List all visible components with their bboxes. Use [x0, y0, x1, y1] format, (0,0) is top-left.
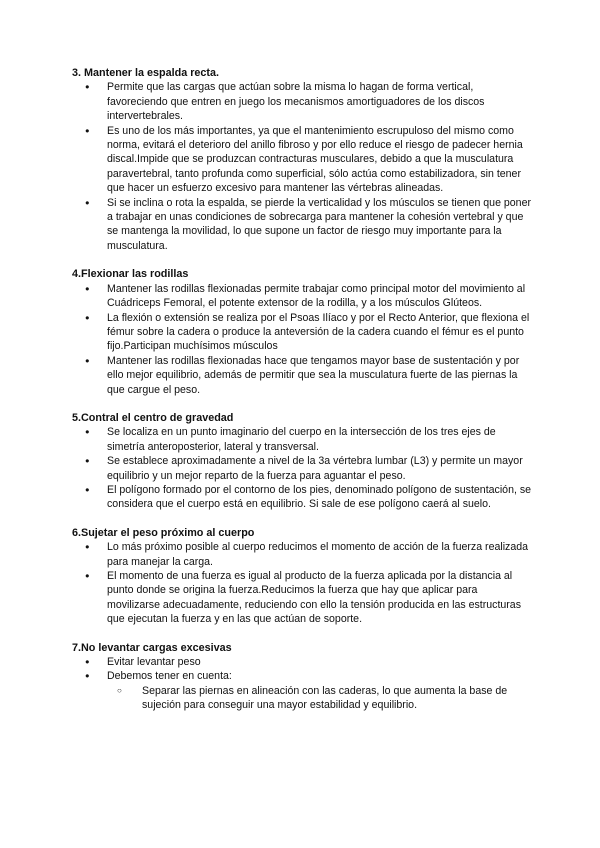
bullet-list [72, 425, 532, 511]
bullet-list [72, 80, 532, 253]
bullet-list [72, 540, 532, 626]
list-item: ● El momento de una fuerza es igual al producto de la fuerza aplicada por la distancia al punto donde se origina la fuerza.Reducimos la fuerza que hay que aplicar para movilizarse adecuadamente, reduciendo con ello la tensión producida en las estructuras que ejecutan la fuerza y en las que actúan de soporte. [72, 569, 532, 627]
sub-bullet-list [72, 684, 532, 713]
document-page [72, 66, 532, 727]
section-espalda-recta [72, 66, 532, 253]
list-item: ● Evitar levantar peso [72, 655, 532, 669]
section-peso-proximo [72, 526, 532, 627]
section-title: 4.Flexionar las rodillas [72, 268, 189, 281]
bullet-list [72, 655, 532, 684]
list-item: ● La flexión o extensión se realiza por el Psoas Ilíaco y por el Recto Anterior, que flexiona el fémur sobre la cadera o produce la anteversión de la cadera cuando el fémur es el punto fijo.Participan muchísimos músculos [72, 311, 532, 354]
section-flexionar-rodillas [72, 267, 532, 397]
list-item: ● Si se inclina o rota la espalda, se pierde la verticalidad y los músculos se tienen que poner a trabajar en unas condiciones de sobrecarga para mantener la cohesión vertebral y que se mantenga la movilidad, lo que supone un factor de riesgo muy importante para la musculatura. [72, 196, 532, 254]
list-item: ● Debemos tener en cuenta: [72, 669, 532, 683]
list-item: ● Mantener las rodillas flexionadas permite trabajar como principal motor del movimiento al Cuádriceps Femoral, el potente extensor de la rodilla, y a los músculos Glúteos. [72, 282, 532, 311]
section-title: 3. Mantener la espalda recta. [72, 67, 220, 79]
list-item: ● Mantener las rodillas flexionadas hace que tengamos mayor base de sustentación y por ello mejor equilibrio, además de permitir que sea la musculatura fuerte de las piernas la que cargue el peso. [72, 354, 532, 397]
list-item: ● Lo más próximo posible al cuerpo reducimos el momento de acción de la fuerza realizada para manejar la carga. [72, 540, 532, 569]
section-title: 5.Contral el centro de gravedad [72, 411, 234, 424]
list-item: ● Se localiza en un punto imaginario del cuerpo en la intersección de los tres ejes de simetría anteroposterior, lateral y transversal. [72, 425, 532, 454]
section-centro-gravedad [72, 411, 532, 512]
list-item: ● El polígono formado por el contorno de los pies, denominado polígono de sustentación, se considera que el cuerpo está en equilibrio. Si sale de ese polígono caerá al suelo. [72, 483, 532, 512]
list-item: ● Permite que las cargas que actúan sobre la misma lo hagan de forma vertical, favoreciendo que entren en juego los mecanismos amortiguadores de los discos intervertebrales. [72, 80, 532, 123]
sub-list-item: ○ Separar las piernas en alineación con las caderas, lo que aumenta la base de sujeción para conseguir una mayor estabilidad y equilibrio. [72, 684, 532, 713]
section-title: 7.No levantar cargas excesivas [72, 641, 232, 654]
section-cargas-excesivas [72, 641, 532, 713]
section-title: 6.Sujetar el peso próximo al cuerpo [72, 526, 255, 539]
list-item: ● Es uno de los más importantes, ya que el mantenimiento escrupuloso del mismo como norma, evitará el deterioro del anillo fibroso y por ello reduce el riesgo de padecer hernia discal.Impide que se produzcan contracturas musculares, debido a que la musculatura paravertebral, tanto profunda como superficial, sólo actúa como estabilizadora, sin tener que hacer un esfuerzo excesivo para mantener las vértebras alineadas. [72, 124, 532, 196]
list-item: ● Se establece aproximadamente a nivel de la 3a vértebra lumbar (L3) y permite un mayor equilibrio y un mejor reparto de la fuerza para aguantar el peso. [72, 454, 532, 483]
bullet-list [72, 282, 532, 397]
